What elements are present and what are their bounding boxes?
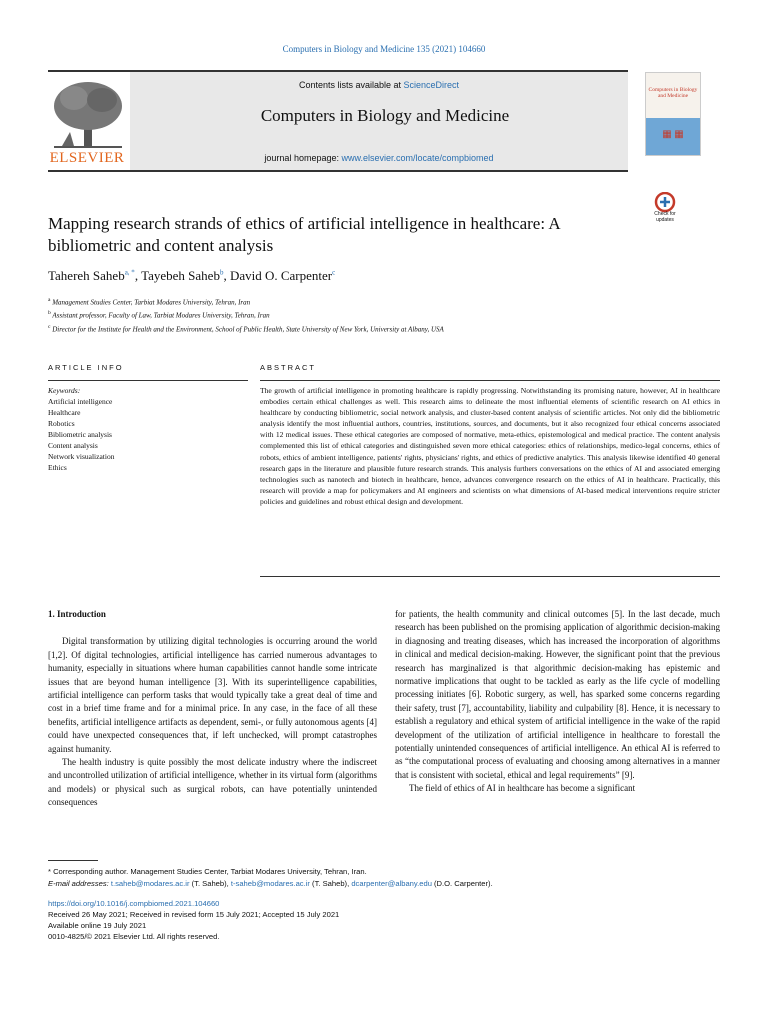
header-top-rule — [48, 70, 628, 72]
keywords-label: Keywords: — [48, 386, 81, 395]
abstract-rule — [260, 380, 720, 381]
body-column-right — [395, 608, 720, 796]
footnote — [48, 866, 728, 890]
abstract-text: The growth of artificial intelligence in promoting healthcare is rapidly progressing. Notwithstanding its promising nature, however, AI in healthcare embodies certain ethical challenges as well. This research aims to delineate the most influential elements of scientific research on AI ethics in healthcare by conducting bibliometric, social network analysis, and cluster-based content analysis of scientific articles. Not only did the bibliometric analysis identify the most influential authors, countries, institutions, sources, and documents, but it also recognized four ethical concerns associated with 12 medical issues. These ethical categories are composed of normative, meta-ethics, epistemological and medical practice. The content analysis complemented this list of ethical categories and distinguished seven more ethical categories: ethics of relationships, medico-legal concerns, ethics of robots, ethics of ambient intelligence, patients' rights, physicians' rights, and ethics of predictive analytics. This analysis likewise identified 40 general research gaps in the literature and plausible future research strands. This analysis furthers conversations on the ethics of AI and associated emerging technologies such as nanotech and biotech in healthcare, hence, advances convergence research on the ethics of AI in healthcare. Practically, this research will provide a map for policymakers and AI engineers and scientists on what dimensions of AI-based medical interventions require stricter policies and guidelines and robust ethical design and development. — [260, 386, 720, 506]
keyword: Healthcare — [48, 408, 81, 417]
journal-name: Computers in Biology and Medicine — [260, 106, 510, 125]
keywords-list — [48, 385, 248, 473]
section-heading-introduction: 1. Introduction — [48, 609, 106, 619]
contents-prefix: Contents lists available at — [298, 80, 404, 90]
email-link[interactable]: t-saheb@modares.ac.ir — [230, 879, 310, 888]
email-link[interactable]: dcarpenter@albany.edu — [351, 879, 432, 888]
copyright: 0010-4825/© 2021 Elsevier Ltd. All rights reserved. — [48, 932, 220, 941]
available-online: Available online 19 July 2021 — [48, 921, 147, 930]
affiliations — [48, 295, 728, 335]
journal-reference[interactable]: Computers in Biology and Medicine 135 (2021) 104660 — [282, 44, 486, 54]
homepage-label: journal homepage: — [264, 153, 342, 163]
homepage-link[interactable]: www.elsevier.com/locate/compbiomed — [341, 153, 494, 163]
contents-line — [130, 80, 628, 90]
email-link[interactable]: t.saheb@modares.ac.ir — [110, 879, 190, 888]
author-list: Tahereh Saheb$^{a, *}$, Tayebeh Saheb$^b$, David O. Carpenter$^c$ — [48, 268, 336, 283]
cover-graphic-icon: ▦ ▦ — [662, 129, 684, 140]
article-info-heading: ARTICLE INFO — [48, 363, 124, 372]
keyword: Ethics — [48, 463, 67, 472]
author-3[interactable]: David O. Carpenter$^c$ — [229, 268, 336, 283]
paragraph: The health industry is quite possibly the most delicate industry where the indiscreet and uncontrolled utilization of artificial intelligence, whether in its virtual form (algorithms and models) or physical such as surgical robots, can have potentially unintended consequences — [48, 757, 377, 808]
affiliation-a: $^a$ Management Studies Center, Tarbiat Modares University, Tehran, Iran — [48, 297, 251, 307]
paragraph: The field of ethics of AI in healthcare has become a significant — [409, 783, 636, 794]
corresponding-author-note: * Corresponding author. Management Studies Center, Tarbiat Modares University, Tehran, Iran. — [48, 867, 367, 876]
article-info-rule — [48, 380, 248, 381]
sciencedirect-link[interactable]: ScienceDirect — [403, 80, 460, 90]
author-2[interactable]: Tayebeh Saheb$^b$ — [141, 268, 224, 283]
affiliation-b: $^b$ Assistant professor, Faculty of Law, Tarbiat Modares University, Tehran, Iran — [48, 310, 270, 320]
journal-homepage — [130, 153, 628, 163]
article-metadata — [48, 898, 728, 942]
abstract-bottom-rule — [260, 576, 720, 577]
keyword: Robotics — [48, 419, 75, 428]
footnote-rule — [48, 860, 98, 861]
keyword: Content analysis — [48, 441, 98, 450]
received-dates: Received 26 May 2021; Received in revised form 15 July 2021; Accepted 15 July 2021 — [48, 910, 340, 919]
author-1[interactable]: Tahereh Saheb$^{a, *}$ — [48, 268, 135, 283]
article-title: Mapping research strands of ethics of artificial intelligence in healthcare: A bibliometric and content analysis — [48, 214, 560, 255]
email-addresses: E-mail addresses: t.saheb@modares.ac.ir (T. Saheb), t-saheb@modares.ac.ir (T. Saheb), dcarpenter@albany.edu (D.O. Carpenter). — [48, 879, 493, 888]
affiliation-c: $^c$ Director for the Institute for Health and the Environment, School of Public Health, State University of New York, University at Albany, USA — [48, 323, 444, 333]
body-column-left — [48, 608, 377, 810]
doi-link[interactable]: https://doi.org/10.1016/j.compbiomed.2021.104660 — [48, 899, 220, 908]
abstract-heading: ABSTRACT — [260, 363, 317, 372]
keyword: Bibliometric analysis — [48, 430, 112, 439]
paragraph: for patients, the health community and clinical outcomes [5]. In the last decade, much research has been published on the promising application of algorithmic decision-making in diagnosing and treating diseases, which has increased the incorporation of algorithms in clinical and medical decision-making. However, the significant point that the previous research has marginalized is that algorithmic decision-making has epistemic and normative implications that ought to be tackled as early as the life cycle of modelling processing initiates [6]. Robotic surgery, as well, has sparked some concerns regarding their safety, trust [7], accountability, liability and culpability [8]. Hence, it is necessary to establish a regulatory and ethical system of artificial intelligence in the wake of the rapid development of the utilization of artificial intelligence in healthcare to forestall the potentially unintended consequences of artificial intelligence. An ethical AI is referred to as “the computational process of evaluating and choosing among alternatives in a manner that is consistent with societal, ethical and legal requirements” [9]. — [395, 609, 720, 780]
publisher-wordmark: ELSEVIER — [49, 150, 125, 166]
check-for-updates-label: Check for updates — [654, 211, 676, 223]
header-bottom-rule — [48, 170, 628, 172]
keyword: Network visualization — [48, 452, 115, 461]
paragraph: Digital transformation by utilizing digital technologies is occurring around the world [1,2]. Of digital technologies, artificial intelligence has carried numerous advantages to humanity, especially in situations where human capabilities cannot handle some intricate issues that are beyond human intelligence [3]. With its superintelligence capabilities, artificial intelligence can perform tasks that would typically take a great deal of time and cost in a brief time frame and for a minimal price. In any case, in the face of all these benefits, artificial intelligence artifacts as dependent, semi-, or fully autonomous agents [4] could have unexpected consequences that, if left unchecked, will prompt catastrophes against humanity. — [48, 636, 377, 754]
journal-cover-thumbnail[interactable] — [645, 72, 701, 156]
keyword: Artificial intelligence — [48, 397, 113, 406]
cover-title: Computers in Biology and Medicine — [648, 87, 698, 99]
